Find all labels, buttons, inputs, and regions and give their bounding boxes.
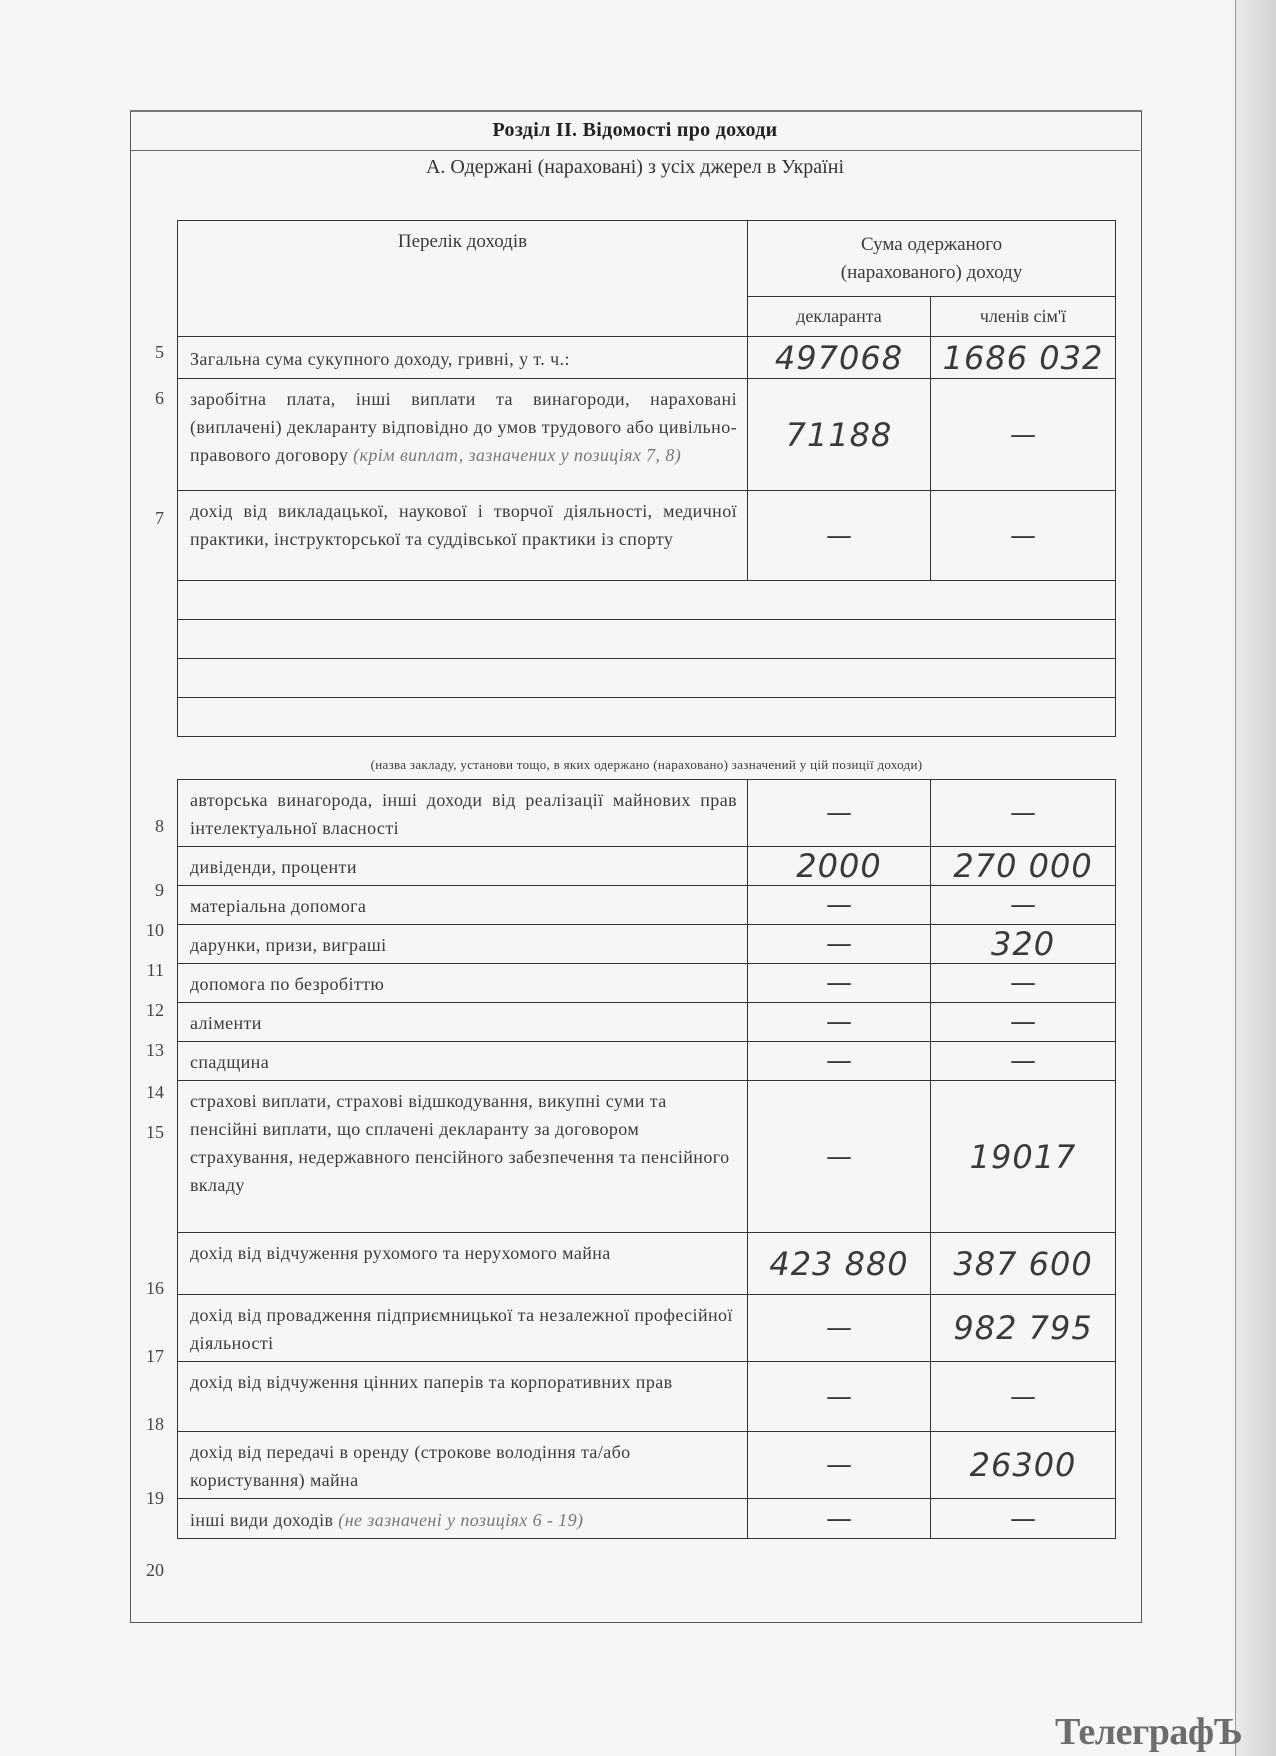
institution-caption-row bbox=[178, 737, 1116, 780]
row-desc: дохід від викладацької, наукової і творчої діяльності, медичної практики, інструкторської та суддівської практики із спорту bbox=[178, 491, 748, 581]
row-declarant-value: — bbox=[748, 964, 931, 1003]
header-desc: Перелік доходів bbox=[178, 221, 748, 337]
section-title: Розділ ІІ. Відомості про доходи bbox=[492, 118, 778, 141]
table-row bbox=[178, 1233, 1116, 1295]
row-desc: дохід від відчуження цінних паперів та корпоративних прав bbox=[178, 1362, 748, 1432]
row-family-value: — bbox=[931, 1042, 1116, 1081]
row-desc bbox=[178, 1499, 748, 1539]
table-row bbox=[178, 491, 1116, 581]
row-desc-note: (не зазначені у позиціях 6 - 19) bbox=[338, 1509, 584, 1530]
row-desc: дивіденди, проценти bbox=[178, 847, 748, 886]
row-number: 8 bbox=[155, 816, 164, 836]
watermark-logo: ТелеграфЪ bbox=[1055, 1711, 1243, 1753]
table-row bbox=[178, 964, 1116, 1003]
row-number: 9 bbox=[155, 880, 164, 900]
table-row bbox=[178, 1362, 1116, 1432]
row-family-value: 270 000 bbox=[931, 847, 1116, 886]
row-number: 7 bbox=[155, 508, 164, 528]
row-desc: допомога по безробіттю bbox=[178, 964, 748, 1003]
header-sum-line1: Сума одержаного bbox=[860, 234, 1003, 255]
table-row bbox=[178, 886, 1116, 925]
row-declarant-value: 2000 bbox=[748, 847, 931, 886]
row-family-value: — bbox=[931, 886, 1116, 925]
row-number: 20 bbox=[146, 1560, 164, 1580]
table-row bbox=[178, 1499, 1116, 1539]
row-declarant-value: — bbox=[748, 780, 931, 847]
income-table bbox=[177, 220, 1116, 1539]
institution-cell bbox=[178, 620, 1116, 659]
row-desc-text: заробітна плата, інші виплати та винагороди, нараховані (виплачені) декларанту відповідно до умов трудового або цивільно-правового договору bbox=[190, 389, 737, 465]
row-declarant-value: — bbox=[748, 1362, 931, 1432]
row-declarant-value: — bbox=[748, 1432, 931, 1499]
row-number: 13 bbox=[146, 1040, 164, 1060]
row-desc: страхові виплати, страхові відшкодування, викупні суми та пенсійні виплати, що сплачені декларанту за договором страхування, недержавного пенсійного забезпечення та пенсійного вкладу bbox=[178, 1081, 748, 1233]
row-declarant-value: 497068 bbox=[748, 337, 931, 379]
row-family-value: — bbox=[931, 379, 1116, 491]
row-desc-note: (крім виплат, зазначених у позиціях 7, 8) bbox=[353, 445, 682, 465]
row-number: 14 bbox=[146, 1082, 164, 1102]
row-family-value: — bbox=[931, 1362, 1116, 1432]
row-desc bbox=[178, 379, 748, 491]
row-number: 16 bbox=[146, 1278, 164, 1298]
table-row bbox=[178, 1295, 1116, 1362]
table-row bbox=[178, 1081, 1116, 1233]
row-desc: аліменти bbox=[178, 1003, 748, 1042]
institution-cell bbox=[178, 581, 1116, 620]
section-title-box bbox=[130, 110, 1140, 151]
row-declarant-value: — bbox=[748, 886, 931, 925]
row-family-value: — bbox=[931, 780, 1116, 847]
row-desc: Загальна сума сукупного доходу, гривні, у т. ч.: bbox=[178, 337, 748, 379]
institution-cell bbox=[178, 659, 1116, 698]
institution-caption: (назва закладу, установи тощо, в яких одержано (нараховано) зазначений у цій позиції доходи) bbox=[178, 737, 1116, 780]
row-family-value: — bbox=[931, 964, 1116, 1003]
table-row bbox=[178, 925, 1116, 964]
row-declarant-value: — bbox=[748, 1295, 931, 1362]
row-desc: дохід від передачі в оренду (строкове володіння та/або користування) майна bbox=[178, 1432, 748, 1499]
row-number: 10 bbox=[146, 920, 164, 940]
table-row bbox=[178, 780, 1116, 847]
section-subtitle: А. Одержані (нараховані) з усіх джерел в Україні bbox=[425, 156, 845, 178]
row-family-value: — bbox=[931, 1499, 1116, 1539]
header-sum-line2: (нарахованого) доходу bbox=[840, 262, 1023, 283]
row-family-value: 1686 032 bbox=[931, 337, 1116, 379]
table-row bbox=[178, 337, 1116, 379]
header-declarant: декларанта bbox=[748, 296, 931, 336]
row-declarant-value: — bbox=[748, 491, 931, 581]
row-desc: дарунки, призи, виграші bbox=[178, 925, 748, 964]
row-family-value: 982 795 bbox=[931, 1295, 1116, 1362]
row-declarant-value: 71188 bbox=[748, 379, 931, 491]
row-family-value: 387 600 bbox=[931, 1233, 1116, 1295]
row-number: 6 bbox=[155, 388, 164, 408]
header-sum bbox=[748, 221, 1116, 297]
institution-cell bbox=[178, 698, 1116, 737]
row-desc: дохід від відчуження рухомого та нерухомого майна bbox=[178, 1233, 748, 1295]
row-number: 15 bbox=[146, 1122, 164, 1142]
row-family-value: 320 bbox=[931, 925, 1116, 964]
table-row bbox=[178, 1042, 1116, 1081]
institution-row bbox=[178, 659, 1116, 698]
header-family: членів сім'ї bbox=[931, 296, 1116, 336]
row-declarant-value: — bbox=[748, 925, 931, 964]
table-row bbox=[178, 1003, 1116, 1042]
row-desc: матеріальна допомога bbox=[178, 886, 748, 925]
row-number: 17 bbox=[146, 1346, 164, 1366]
row-declarant-value: 423 880 bbox=[748, 1233, 931, 1295]
row-number: 11 bbox=[146, 960, 164, 980]
row-number: 19 bbox=[146, 1488, 164, 1508]
row-declarant-value: — bbox=[748, 1499, 931, 1539]
row-desc: спадщина bbox=[178, 1042, 748, 1081]
row-desc: дохід від провадження підприємницької та незалежної професійної діяльності bbox=[178, 1295, 748, 1362]
table-row bbox=[178, 847, 1116, 886]
row-number: 5 bbox=[155, 342, 164, 362]
row-declarant-value: — bbox=[748, 1081, 931, 1233]
institution-row bbox=[178, 581, 1116, 620]
page-edge bbox=[1235, 0, 1276, 1756]
row-family-value: — bbox=[931, 1003, 1116, 1042]
row-declarant-value: — bbox=[748, 1042, 931, 1081]
row-number: 18 bbox=[146, 1414, 164, 1434]
row-desc: авторська винагорода, інші доходи від реалізації майнових прав інтелектуальної власності bbox=[178, 780, 748, 847]
header-row bbox=[178, 221, 1116, 297]
row-family-value: — bbox=[931, 491, 1116, 581]
table-row bbox=[178, 379, 1116, 491]
row-number: 12 bbox=[146, 1000, 164, 1020]
institution-row bbox=[178, 620, 1116, 659]
institution-row bbox=[178, 698, 1116, 737]
row-declarant-value: — bbox=[748, 1003, 931, 1042]
row-family-value: 19017 bbox=[931, 1081, 1116, 1233]
table-row bbox=[178, 1432, 1116, 1499]
row-desc-text: інші види доходів bbox=[190, 1509, 334, 1530]
row-family-value: 26300 bbox=[931, 1432, 1116, 1499]
